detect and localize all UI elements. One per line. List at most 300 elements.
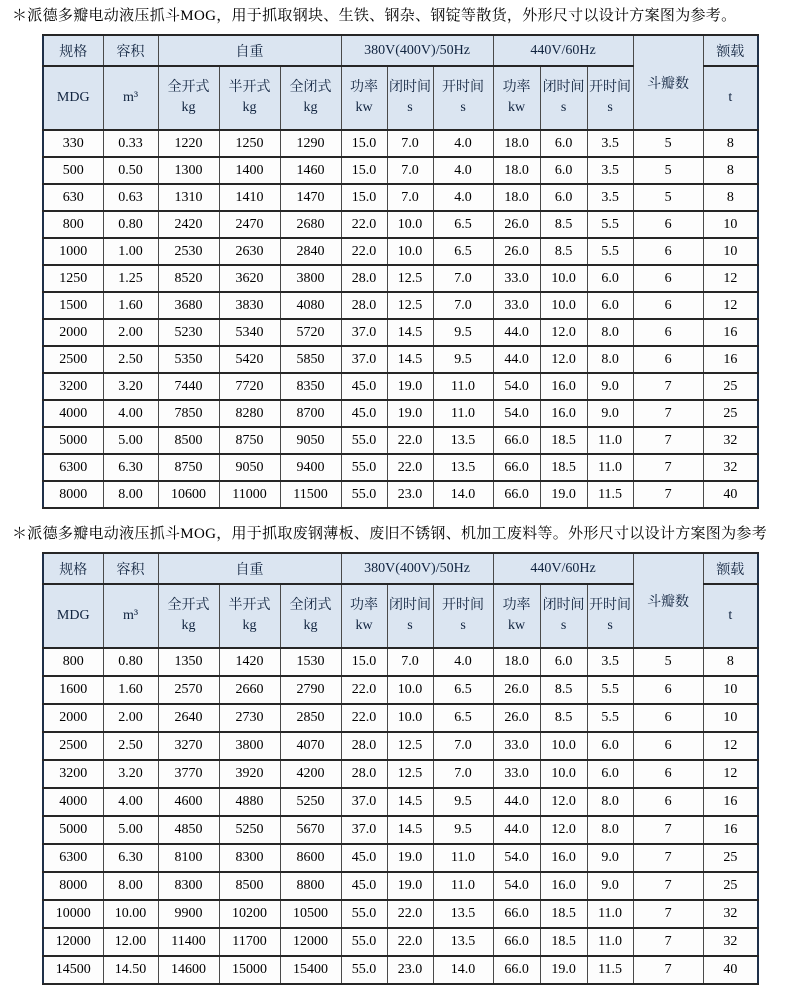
table-cell: 45.0	[341, 373, 387, 400]
col-subheader-full-open	[158, 584, 219, 648]
table-cell: 8800	[280, 872, 341, 900]
table-cell: 45.0	[341, 844, 387, 872]
table-cell: 10	[703, 676, 758, 704]
table-cell: 25	[703, 844, 758, 872]
table-cell: 1350	[158, 648, 219, 676]
table-cell: 6	[633, 704, 703, 732]
table-cell: 40	[703, 481, 758, 508]
table-cell: 8520	[158, 265, 219, 292]
table-cell: 12.5	[387, 732, 433, 760]
table-cell: 7	[633, 373, 703, 400]
table-cell: 4600	[158, 788, 219, 816]
table-cell: 5340	[219, 319, 280, 346]
table-cell: 1220	[158, 130, 219, 157]
table-cell: 13.5	[433, 427, 493, 454]
table-cell: 44.0	[493, 788, 540, 816]
table-cell: 16	[703, 788, 758, 816]
table-cell: 4.0	[433, 157, 493, 184]
table-cell: 19.0	[540, 481, 587, 508]
table-cell: 2500	[43, 346, 103, 373]
table-cell: 7850	[158, 400, 219, 427]
table-cell: 44.0	[493, 816, 540, 844]
table-cell: 2850	[280, 704, 341, 732]
table-cell: 8750	[158, 454, 219, 481]
table-cell: 6	[633, 346, 703, 373]
table-cell: 1400	[219, 157, 280, 184]
table-cell: 9050	[219, 454, 280, 481]
table-cell: 10.0	[387, 676, 433, 704]
table-cell: 33.0	[493, 292, 540, 319]
table-cell: 6	[633, 265, 703, 292]
table-cell: 4.0	[433, 130, 493, 157]
table-cell: 5670	[280, 816, 341, 844]
table-cell: 6.5	[433, 704, 493, 732]
table-cell: 22.0	[341, 211, 387, 238]
table-cell: 54.0	[493, 844, 540, 872]
col-subheader-half-open	[219, 66, 280, 130]
col-subheader-close-time-380	[387, 66, 433, 130]
table-cell: 15400	[280, 956, 341, 984]
col-subheader-open-time-440	[587, 584, 633, 648]
col-subheader-close-time-440	[540, 66, 587, 130]
table-cell: 2640	[158, 704, 219, 732]
table-cell: 8500	[158, 427, 219, 454]
kw-unit-label: kw	[508, 100, 526, 115]
table-cell: 1530	[280, 648, 341, 676]
col-subheader-open-time-380	[433, 584, 493, 648]
table-cell: 22.0	[387, 900, 433, 928]
table-cell: 0.80	[103, 648, 158, 676]
table-cell: 5	[633, 157, 703, 184]
table-row	[43, 400, 758, 427]
table-cell: 18.0	[493, 130, 540, 157]
table-cell: 15000	[219, 956, 280, 984]
table-cell: 45.0	[341, 872, 387, 900]
table-cell: 12.00	[103, 928, 158, 956]
full-closed-label: 全闭式	[289, 80, 332, 95]
col-group-deadweight: 自重	[158, 35, 341, 66]
table-cell: 16.0	[540, 373, 587, 400]
table-cell: 7	[633, 454, 703, 481]
table-cell: 2680	[280, 211, 341, 238]
table-cell: 26.0	[493, 676, 540, 704]
table-cell: 6300	[43, 454, 103, 481]
table-cell: 0.33	[103, 130, 158, 157]
table2-body	[43, 648, 758, 984]
table-cell: 66.0	[493, 481, 540, 508]
table-row	[43, 373, 758, 400]
table-cell: 8.5	[540, 211, 587, 238]
col-subheader-t: t	[703, 66, 758, 130]
table-cell: 8300	[219, 844, 280, 872]
table-cell: 3200	[43, 373, 103, 400]
table-cell: 18.5	[540, 928, 587, 956]
table-cell: 8280	[219, 400, 280, 427]
table-cell: 9.0	[587, 373, 633, 400]
half-open-label: 半开式	[228, 80, 271, 95]
table-cell: 6	[633, 732, 703, 760]
table-cell: 1.25	[103, 265, 158, 292]
table-cell: 8300	[158, 872, 219, 900]
table-cell: 33.0	[493, 265, 540, 292]
table-cell: 3.20	[103, 760, 158, 788]
table-cell: 3.5	[587, 648, 633, 676]
power-label: 功率	[350, 80, 379, 95]
col-subheader-full-closed	[280, 584, 341, 648]
table-cell: 4000	[43, 788, 103, 816]
table-cell: 9.5	[433, 788, 493, 816]
table-cell: 12	[703, 732, 758, 760]
table-cell: 10.00	[103, 900, 158, 928]
table-cell: 5.5	[587, 238, 633, 265]
table-cell: 7.0	[433, 292, 493, 319]
table-cell: 10600	[158, 481, 219, 508]
table-cell: 16	[703, 346, 758, 373]
table-cell: 14.50	[103, 956, 158, 984]
col-group-440v: 440V/60Hz	[493, 35, 633, 66]
table-cell: 9.5	[433, 346, 493, 373]
table-cell: 66.0	[493, 928, 540, 956]
table-cell: 6.30	[103, 844, 158, 872]
table-cell: 14.5	[387, 346, 433, 373]
table-cell: 1310	[158, 184, 219, 211]
table-cell: 8.0	[587, 788, 633, 816]
table-cell: 19.0	[387, 373, 433, 400]
table-cell: 44.0	[493, 319, 540, 346]
table-cell: 10.0	[387, 238, 433, 265]
table-cell: 7.0	[387, 184, 433, 211]
table-cell: 6	[633, 292, 703, 319]
table-cell: 11700	[219, 928, 280, 956]
table-cell: 33.0	[493, 760, 540, 788]
table-cell: 12000	[43, 928, 103, 956]
table-cell: 9.5	[433, 816, 493, 844]
table-cell: 23.0	[387, 956, 433, 984]
table1-body	[43, 130, 758, 508]
close-time-label: 闭时间	[389, 598, 432, 613]
table-cell: 11.0	[587, 928, 633, 956]
table-cell: 66.0	[493, 454, 540, 481]
table-row	[43, 760, 758, 788]
table-cell: 12.0	[540, 788, 587, 816]
bulk-cargo-grab-section	[0, 6, 800, 509]
table-cell: 18.0	[493, 184, 540, 211]
table-cell: 55.0	[341, 900, 387, 928]
table-cell: 11400	[158, 928, 219, 956]
table-cell: 6.5	[433, 238, 493, 265]
table-cell: 8750	[219, 427, 280, 454]
col-subheader-full-closed	[280, 66, 341, 130]
table-cell: 66.0	[493, 427, 540, 454]
table-cell: 4.00	[103, 400, 158, 427]
table-cell: 18.0	[493, 157, 540, 184]
table-cell: 7.0	[433, 760, 493, 788]
table-cell: 5	[633, 184, 703, 211]
table-cell: 8.5	[540, 704, 587, 732]
table-cell: 25	[703, 872, 758, 900]
col-header-spec: 规格	[43, 35, 103, 66]
table-cell: 1600	[43, 676, 103, 704]
table-cell: 13.5	[433, 928, 493, 956]
table-cell: 7	[633, 844, 703, 872]
table-cell: 55.0	[341, 454, 387, 481]
table-cell: 14.5	[387, 319, 433, 346]
table-cell: 5720	[280, 319, 341, 346]
table-cell: 26.0	[493, 211, 540, 238]
table-cell: 45.0	[341, 400, 387, 427]
table-cell: 4000	[43, 400, 103, 427]
col-subheader-open-time-380	[433, 66, 493, 130]
table-cell: 1420	[219, 648, 280, 676]
table-cell: 0.50	[103, 157, 158, 184]
table-cell: 800	[43, 211, 103, 238]
table-cell: 9050	[280, 427, 341, 454]
table-row	[43, 956, 758, 984]
table-cell: 6	[633, 319, 703, 346]
table-cell: 32	[703, 454, 758, 481]
table-cell: 11.0	[433, 844, 493, 872]
col-subheader-power-440	[493, 584, 540, 648]
table-cell: 1460	[280, 157, 341, 184]
table-cell: 14.0	[433, 956, 493, 984]
table-cell: 9.0	[587, 872, 633, 900]
table-cell: 1250	[219, 130, 280, 157]
table-cell: 6.5	[433, 676, 493, 704]
table-cell: 12.0	[540, 319, 587, 346]
table-row	[43, 211, 758, 238]
table-cell: 10.0	[387, 211, 433, 238]
table-cell: 1500	[43, 292, 103, 319]
header-group-row	[43, 35, 758, 66]
table-cell: 4.0	[433, 184, 493, 211]
table-cell: 7	[633, 900, 703, 928]
table-cell: 4850	[158, 816, 219, 844]
table-cell: 12	[703, 265, 758, 292]
table-cell: 11.5	[587, 956, 633, 984]
col-subheader-full-open	[158, 66, 219, 130]
table-cell: 15.0	[341, 184, 387, 211]
table-cell: 2730	[219, 704, 280, 732]
table-cell: 1300	[158, 157, 219, 184]
table-cell: 14.5	[387, 816, 433, 844]
table-cell: 7	[633, 400, 703, 427]
table-cell: 1410	[219, 184, 280, 211]
table-cell: 12	[703, 760, 758, 788]
table-cell: 22.0	[387, 928, 433, 956]
table-cell: 6.0	[587, 732, 633, 760]
col-group-380v: 380V(400V)/50Hz	[341, 553, 493, 584]
table-cell: 6.0	[587, 760, 633, 788]
table-cell: 7	[633, 872, 703, 900]
col-subheader-power-380	[341, 66, 387, 130]
table-cell: 7.0	[387, 157, 433, 184]
table-cell: 22.0	[387, 454, 433, 481]
table-cell: 11.0	[433, 400, 493, 427]
table-cell: 7440	[158, 373, 219, 400]
table-row	[43, 346, 758, 373]
table-row	[43, 676, 758, 704]
table-cell: 40	[703, 956, 758, 984]
table-cell: 19.0	[387, 872, 433, 900]
table-cell: 8600	[280, 844, 341, 872]
table-cell: 1.60	[103, 676, 158, 704]
table-cell: 630	[43, 184, 103, 211]
s-unit-label: s	[407, 618, 413, 633]
table-cell: 25	[703, 400, 758, 427]
table-cell: 18.5	[540, 900, 587, 928]
table-row	[43, 788, 758, 816]
table-cell: 2.00	[103, 704, 158, 732]
table-cell: 10.0	[540, 732, 587, 760]
table-cell: 6	[633, 676, 703, 704]
table-cell: 9900	[158, 900, 219, 928]
table-cell: 37.0	[341, 346, 387, 373]
table-cell: 16.0	[540, 872, 587, 900]
power-label: 功率	[350, 598, 379, 613]
power-label: 功率	[502, 80, 531, 95]
table-cell: 5	[633, 648, 703, 676]
table-cell: 14600	[158, 956, 219, 984]
table-cell: 7	[633, 816, 703, 844]
kg-unit-label: kg	[242, 100, 257, 115]
table-cell: 8.5	[540, 676, 587, 704]
table-cell: 32	[703, 900, 758, 928]
table-cell: 15.0	[341, 157, 387, 184]
s-unit-label: s	[460, 100, 466, 115]
table-cell: 8350	[280, 373, 341, 400]
table-cell: 37.0	[341, 319, 387, 346]
table-cell: 11.0	[587, 900, 633, 928]
table-cell: 16	[703, 816, 758, 844]
table-cell: 6.30	[103, 454, 158, 481]
table-cell: 7.0	[433, 265, 493, 292]
table-cell: 7	[633, 481, 703, 508]
table-cell: 6.5	[433, 211, 493, 238]
table-row	[43, 292, 758, 319]
table-cell: 2470	[219, 211, 280, 238]
table-cell: 3.5	[587, 184, 633, 211]
table-row	[43, 427, 758, 454]
table-cell: 26.0	[493, 704, 540, 732]
col-group-deadweight: 自重	[158, 553, 341, 584]
table-cell: 1.00	[103, 238, 158, 265]
table-cell: 0.63	[103, 184, 158, 211]
col-subheader-power-380	[341, 584, 387, 648]
table-cell: 16.0	[540, 400, 587, 427]
table-cell: 12.0	[540, 816, 587, 844]
table-cell: 8	[703, 184, 758, 211]
table-cell: 10.0	[540, 265, 587, 292]
table-cell: 7720	[219, 373, 280, 400]
table-cell: 16.0	[540, 844, 587, 872]
table-cell: 3.5	[587, 130, 633, 157]
table-cell: 7.0	[387, 130, 433, 157]
table-cell: 6	[633, 211, 703, 238]
s-unit-label: s	[407, 100, 413, 115]
open-time-label: 开时间	[589, 598, 632, 613]
table-cell: 9.0	[587, 844, 633, 872]
table-cell: 3620	[219, 265, 280, 292]
table-cell: 37.0	[341, 788, 387, 816]
table-cell: 2570	[158, 676, 219, 704]
table-cell: 9400	[280, 454, 341, 481]
table-cell: 22.0	[341, 238, 387, 265]
table-cell: 18.5	[540, 427, 587, 454]
table-cell: 1.60	[103, 292, 158, 319]
kg-unit-label: kg	[242, 618, 257, 633]
table-row	[43, 157, 758, 184]
table-cell: 3830	[219, 292, 280, 319]
table-cell: 14500	[43, 956, 103, 984]
table-cell: 8.5	[540, 238, 587, 265]
table-cell: 7.0	[387, 648, 433, 676]
table-cell: 6.0	[540, 157, 587, 184]
table-cell: 28.0	[341, 732, 387, 760]
table-cell: 37.0	[341, 816, 387, 844]
table-row	[43, 816, 758, 844]
table-cell: 54.0	[493, 373, 540, 400]
col-subheader-mdg: MDG	[43, 584, 103, 648]
table-cell: 14.5	[387, 788, 433, 816]
table-cell: 5	[633, 130, 703, 157]
table-cell: 9.0	[587, 400, 633, 427]
col-subheader-open-time-440	[587, 66, 633, 130]
table-cell: 3200	[43, 760, 103, 788]
table-cell: 1000	[43, 238, 103, 265]
table-cell: 10	[703, 211, 758, 238]
table-cell: 28.0	[341, 292, 387, 319]
col-group-380v: 380V(400V)/50Hz	[341, 35, 493, 66]
table-cell: 22.0	[387, 427, 433, 454]
table-cell: 5000	[43, 427, 103, 454]
table-cell: 5230	[158, 319, 219, 346]
col-header-petal-count: 斗瓣数	[633, 35, 703, 130]
col-header-rated-load: 额载	[703, 553, 758, 584]
open-time-label: 开时间	[442, 80, 485, 95]
table-cell: 13.5	[433, 900, 493, 928]
table-cell: 8.0	[587, 319, 633, 346]
table-cell: 3770	[158, 760, 219, 788]
kg-unit-label: kg	[303, 100, 318, 115]
close-time-label: 闭时间	[389, 80, 432, 95]
table-cell: 28.0	[341, 760, 387, 788]
table-cell: 5850	[280, 346, 341, 373]
col-header-volume: 容积	[103, 35, 158, 66]
col-subheader-m3: m³	[103, 66, 158, 130]
table-row	[43, 130, 758, 157]
table-row	[43, 184, 758, 211]
table-cell: 54.0	[493, 872, 540, 900]
table-cell: 5000	[43, 816, 103, 844]
table-cell: 19.0	[540, 956, 587, 984]
table-cell: 1250	[43, 265, 103, 292]
table-cell: 12.5	[387, 292, 433, 319]
table-row	[43, 704, 758, 732]
power-label: 功率	[502, 598, 531, 613]
table-cell: 6	[633, 238, 703, 265]
table-cell: 8000	[43, 872, 103, 900]
table-cell: 16	[703, 319, 758, 346]
table-cell: 11.0	[433, 373, 493, 400]
full-closed-label: 全闭式	[289, 598, 332, 613]
col-header-petal-count: 斗瓣数	[633, 553, 703, 648]
table-cell: 6.0	[587, 265, 633, 292]
table-cell: 23.0	[387, 481, 433, 508]
table-row	[43, 844, 758, 872]
table-cell: 2530	[158, 238, 219, 265]
table-cell: 5.5	[587, 211, 633, 238]
table-cell: 14.0	[433, 481, 493, 508]
